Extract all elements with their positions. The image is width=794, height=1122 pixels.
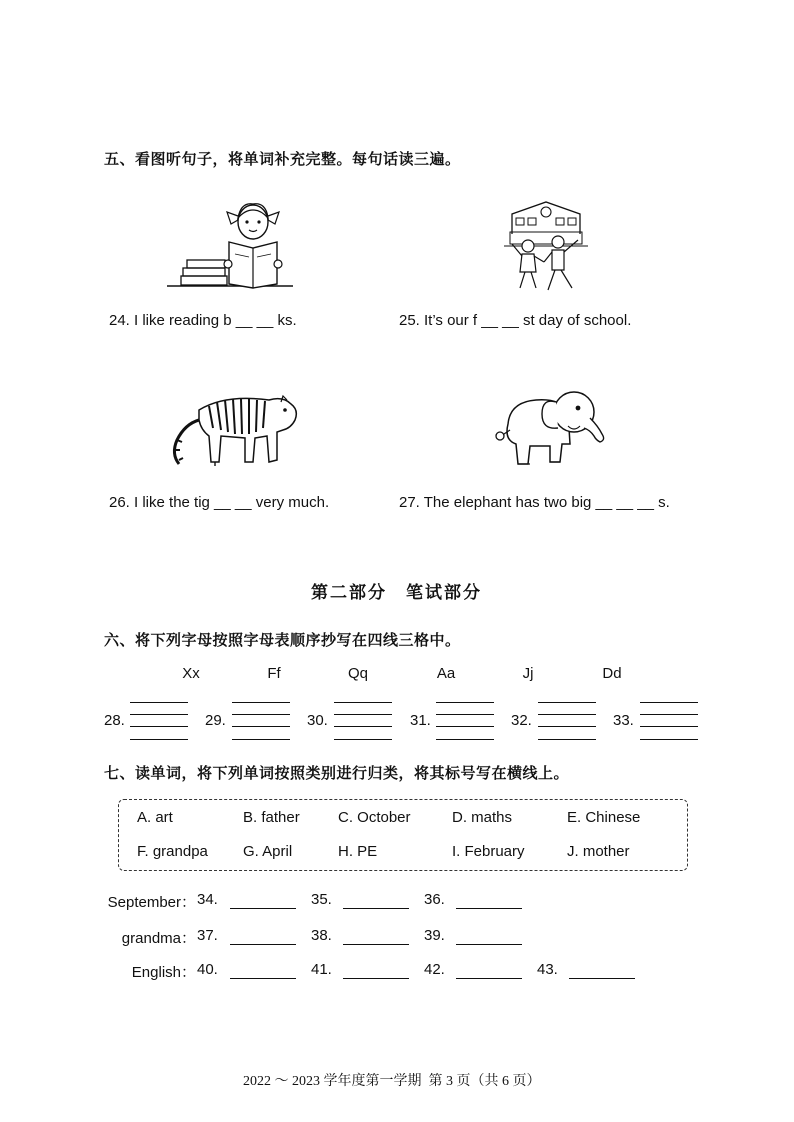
answer-blank-34[interactable] (230, 908, 296, 909)
letter-ff: Ff (267, 665, 281, 682)
answer-blank-43[interactable] (569, 978, 635, 979)
letter-dd: Dd (602, 665, 622, 682)
answer-number-41: 41. (311, 961, 332, 978)
answer-blank-36[interactable] (456, 908, 522, 909)
school-children-picture (500, 196, 592, 294)
word-options-box (118, 799, 688, 871)
answer-number-32: 32. (511, 712, 532, 729)
answer-number-28: 28. (104, 712, 125, 729)
option-d: D. maths (452, 809, 513, 826)
answer-number-38: 38. (311, 927, 332, 944)
answer-blank-37[interactable] (230, 944, 296, 945)
answer-number-37: 37. (197, 927, 218, 944)
answer-blank-41[interactable] (343, 978, 409, 979)
four-line-grid-32[interactable] (538, 702, 596, 740)
option-i: I. February (452, 843, 525, 860)
four-line-grid-31[interactable] (436, 702, 494, 740)
page-footer: 2022 ～ 2023 学年度第一学期 第 3 页（共 6 页） (243, 1074, 541, 1089)
section5-heading: 五、看图听句子，将单词补充完整。每句话读三遍。 (104, 151, 461, 168)
four-line-grid-29[interactable] (232, 702, 290, 740)
four-line-grid-33[interactable] (640, 702, 698, 740)
four-line-grid-30[interactable] (334, 702, 392, 740)
option-g: G. April (243, 843, 293, 860)
answer-number-43: 43. (537, 961, 558, 978)
category-label-grandma: grandma： (121, 930, 196, 947)
option-c: C. October (338, 809, 411, 826)
option-e: E. Chinese (567, 809, 641, 826)
option-h: H. PE (338, 843, 378, 860)
answer-number-33: 33. (613, 712, 634, 729)
category-label-english: English： (131, 964, 196, 981)
option-a: A. art (137, 809, 173, 826)
girl-reading-picture (165, 198, 295, 290)
section7-heading: 七、读单词，将下列单词按照类别进行归类，将其标号写在横线上。 (104, 765, 570, 782)
answer-number-39: 39. (424, 927, 445, 944)
letter-qq: Qq (347, 665, 368, 682)
question-25: 25. It’s our f __ __ st day of school. (399, 312, 632, 329)
option-b: B. father (243, 809, 300, 826)
answer-blank-42[interactable] (456, 978, 522, 979)
answer-blank-38[interactable] (343, 944, 409, 945)
answer-number-30: 30. (307, 712, 328, 729)
answer-blank-35[interactable] (343, 908, 409, 909)
answer-number-31: 31. (410, 712, 431, 729)
option-j: J. mother (567, 843, 630, 860)
elephant-picture (486, 382, 611, 474)
answer-blank-39[interactable] (456, 944, 522, 945)
category-label-september: September： (107, 894, 196, 911)
answer-number-40: 40. (197, 961, 218, 978)
tiger-picture (165, 380, 305, 470)
answer-number-36: 36. (424, 891, 445, 908)
letter-xx: Xx (182, 665, 200, 682)
answer-number-42: 42. (424, 961, 445, 978)
letter-jj: Jj (522, 665, 534, 682)
answer-blank-40[interactable] (230, 978, 296, 979)
answer-number-29: 29. (205, 712, 226, 729)
answer-number-35: 35. (311, 891, 332, 908)
question-26: 26. I like the tig __ __ very much. (109, 494, 330, 511)
section6-heading: 六、将下列字母按照字母表顺序抄写在四线三格中。 (104, 632, 461, 649)
question-27: 27. The elephant has two big __ __ __ s. (399, 494, 670, 511)
question-24: 24. I like reading b __ __ ks. (109, 312, 297, 329)
four-line-grid-28[interactable] (130, 702, 188, 740)
letter-aa: Aa (436, 665, 456, 682)
answer-number-34: 34. (197, 891, 218, 908)
option-f: F. grandpa (137, 843, 208, 860)
part2-title: 第二部分 笔试部分 (311, 583, 482, 602)
